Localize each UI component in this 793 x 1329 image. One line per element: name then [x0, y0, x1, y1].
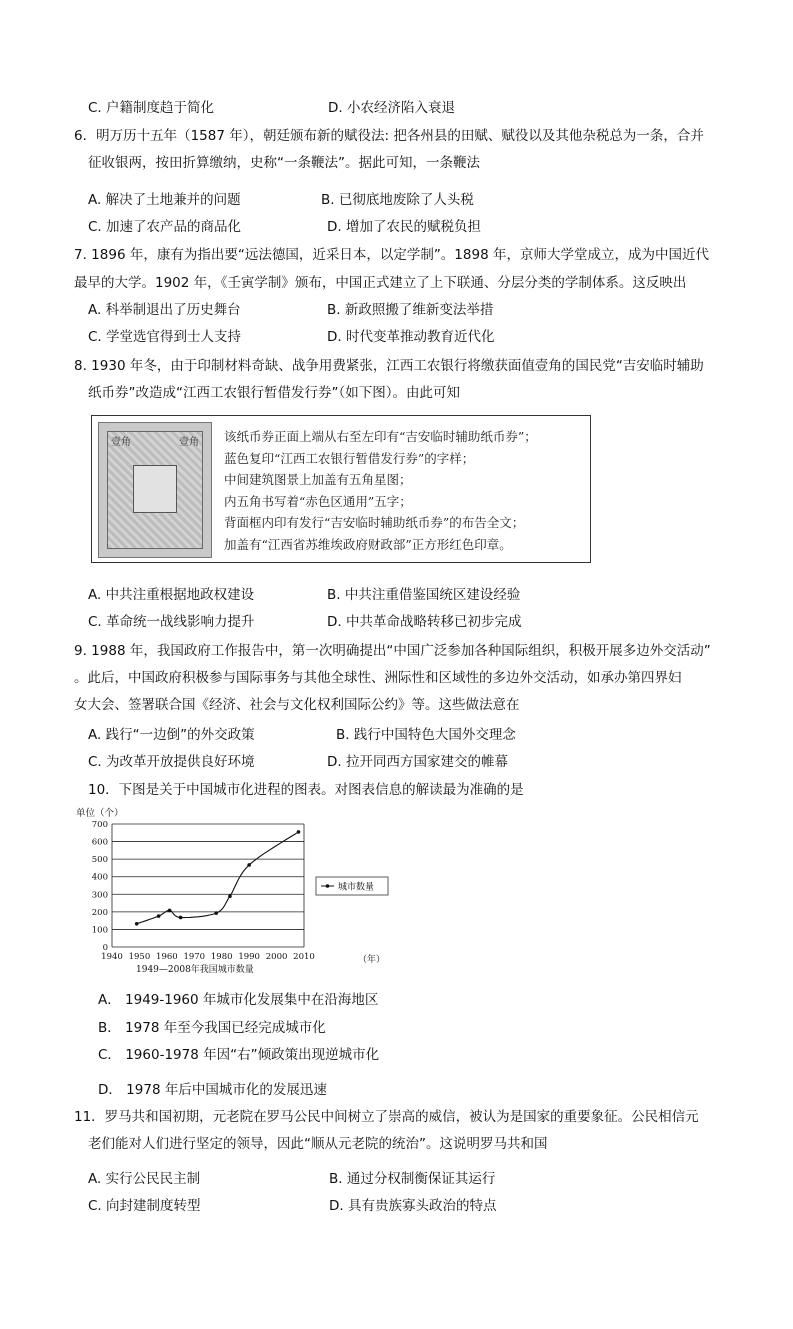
banknote-line: 加盖有“江西省苏维埃政府财政部”正方形红色印章。 [224, 536, 512, 552]
q8-option-d: D. 中共革命战略转移已初步完成 [327, 614, 522, 630]
q11-option-b: B. 通过分权制衡保证其运行 [329, 1171, 496, 1187]
chart-y-axis-label: 单位（个） [76, 808, 124, 819]
y-tick-label: 600 [91, 837, 108, 848]
x-tick-label: 1950 [128, 952, 151, 962]
q9-option-c: C. 为改革开放提供良好环境 [88, 754, 255, 770]
y-tick-label: 400 [91, 872, 108, 883]
q10-stem: 10．下图是关于中国城市化进程的图表。对图表信息的解读最为准确的是 [88, 782, 524, 798]
banknote-line: 该纸币券正面上端从右至左印有“吉安临时辅助纸币券”； [224, 429, 537, 444]
banknote-figure [91, 415, 591, 563]
q9-stem-line3: 女大会、签署联合国《经济、社会与文化权利国际公约》等。这些做法意在 [74, 697, 520, 713]
q11-stem-line1: 11．罗马共和国初期，元老院在罗马公民中间树立了崇高的威信，被认为是国家的重要象征。公民相信元 [74, 1109, 699, 1125]
banknote-center-emblem [133, 465, 177, 513]
q6-stem-line2: 征收银两，按田折算缴纳，史称“一条鞭法”。据此可知，一条鞭法 [88, 155, 480, 171]
q11-stem-line2: 老们能对人们进行坚定的领导，因此“顺从元老院的统治”。这说明罗马共和国 [88, 1136, 548, 1152]
q5-option-c: C. 户籍制度趋于简化 [88, 100, 215, 116]
q9-stem-line1: 9. 1988 年，我国政府工作报告中，第一次明确提出“中国广泛参加各种国际组织，积极开展多边外交活动” [74, 643, 711, 659]
q9-option-b: B. 践行中国特色大国外交理念 [336, 727, 516, 743]
q10-option-a: A． 1949-1960 年城市化发展集中在沿海地区 [98, 992, 379, 1008]
y-tick-label: 100 [91, 925, 108, 936]
q8-option-b: B. 中共注重借鉴国统区建设经验 [327, 587, 521, 603]
q6-option-a: A. 解决了土地兼并的问题 [88, 192, 241, 208]
q8-stem-line2: 纸币券”改造成“江西工农银行暂借发行券”（如下图）。由此可知 [88, 385, 460, 401]
data-point [157, 914, 161, 918]
banknote-denomination-right: 壹角 [179, 437, 199, 448]
q11-option-d: D. 具有贵族寡头政治的特点 [329, 1198, 497, 1214]
series-line-city-count [137, 832, 299, 924]
banknote-image [98, 422, 212, 558]
chart-caption: 1949—2008年我国城市数量 [136, 965, 254, 974]
banknote-line: 中间建筑图景上加盖有五角星图； [224, 472, 412, 487]
banknote-description [224, 426, 537, 555]
q7-option-c: C. 学堂选官得到士人支持 [88, 329, 242, 345]
x-tick-label: 1960 [156, 952, 178, 962]
x-tick-label: 1940 [101, 952, 123, 962]
q6-option-b: B. 已彻底地废除了人头税 [321, 192, 474, 208]
q7-option-a: A. 科举制退出了历史舞台 [88, 302, 241, 318]
q11-option-c: C. 向封建制度转型 [88, 1198, 201, 1214]
x-tick-label: 1990 [238, 952, 260, 962]
y-tick-label: 500 [91, 855, 108, 866]
data-point [168, 909, 172, 913]
data-point [179, 916, 183, 920]
q10-option-d: D． 1978 年后中国城市化的发展迅速 [98, 1082, 327, 1098]
chart-x-axis-label: （年） [358, 955, 386, 965]
q7-stem-line1: 7. 1896 年，康有为指出要“远法德国，近采日本，以定学制”。1898 年，京师大学堂成立，成为中国近代 [74, 247, 709, 263]
x-tick-label: 1980 [210, 952, 233, 962]
data-point [297, 830, 301, 834]
q6-stem-line1: 6．明万历十五年（1587 年），朝廷颁布新的赋役法: 把各州县的田赋、赋役以及其他杂税总为一条，合并 [74, 128, 704, 144]
y-tick-label: 300 [91, 890, 108, 901]
q9-option-a: A. 践行“一边倒”的外交政策 [88, 727, 255, 743]
q8-stem-line1: 8. 1930 年冬，由于印制材料奇缺、战争用费紧张，江西工农银行将缴获面值壹角的国民党“吉安临时辅助 [74, 358, 704, 374]
y-tick-label: 0 [102, 943, 108, 953]
x-tick-label: 2010 [293, 952, 315, 962]
chart-legend [316, 877, 388, 895]
q10-option-c: C． 1960-1978 年因“右”倾政策出现逆城市化 [98, 1047, 380, 1063]
y-tick-label: 200 [91, 907, 108, 918]
q9-option-d: D. 拉开同西方国家建交的帷幕 [327, 754, 508, 770]
banknote-denomination-left: 壹角 [111, 437, 131, 448]
x-tick-label: 1970 [183, 952, 206, 962]
data-point [228, 894, 232, 898]
q5-option-d: D. 小农经济陷入衰退 [328, 100, 455, 116]
y-tick-label: 700 [91, 820, 108, 830]
banknote-line: 内五角书写着“赤色区通用”五字； [224, 493, 412, 509]
city-count-chart [72, 804, 402, 974]
legend-label-city-count: 城市数量 [338, 882, 375, 893]
data-point [214, 911, 218, 915]
data-point [247, 863, 251, 867]
q11-option-a: A. 实行公民民主制 [88, 1171, 201, 1187]
banknote-line: 蓝色复印“江西工农银行暂借发行券”的字样； [224, 450, 475, 466]
q6-option-c: C. 加速了农产品的商品化 [88, 219, 242, 235]
q7-option-d: D. 时代变革推动教育近代化 [327, 329, 495, 345]
q8-option-a: A. 中共注重根据地政权建设 [88, 587, 255, 603]
q8-option-c: C. 革命统一战线影响力提升 [88, 614, 255, 630]
q6-option-d: D. 增加了农民的赋税负担 [327, 219, 481, 235]
q10-option-b: B． 1978 年至今我国已经完成城市化 [98, 1020, 326, 1036]
q7-stem-line2: 最早的大学。1902 年，《壬寅学制》颁布，中国正式建立了上下联通、分层分类的学制体系。这反映出 [74, 275, 687, 291]
banknote-line: 背面框内印有发行“吉安临时辅助纸币券”的布告全文； [224, 515, 525, 530]
data-point [135, 922, 139, 926]
q9-stem-line2: 。此后，中国政府积极参与国际事务与其他全球性、洲际性和区域性的多边外交活动，如承办第四界妇 [74, 670, 682, 686]
x-tick-label: 2000 [265, 952, 288, 962]
q7-option-b: B. 新政照搬了维新变法举措 [327, 302, 494, 318]
